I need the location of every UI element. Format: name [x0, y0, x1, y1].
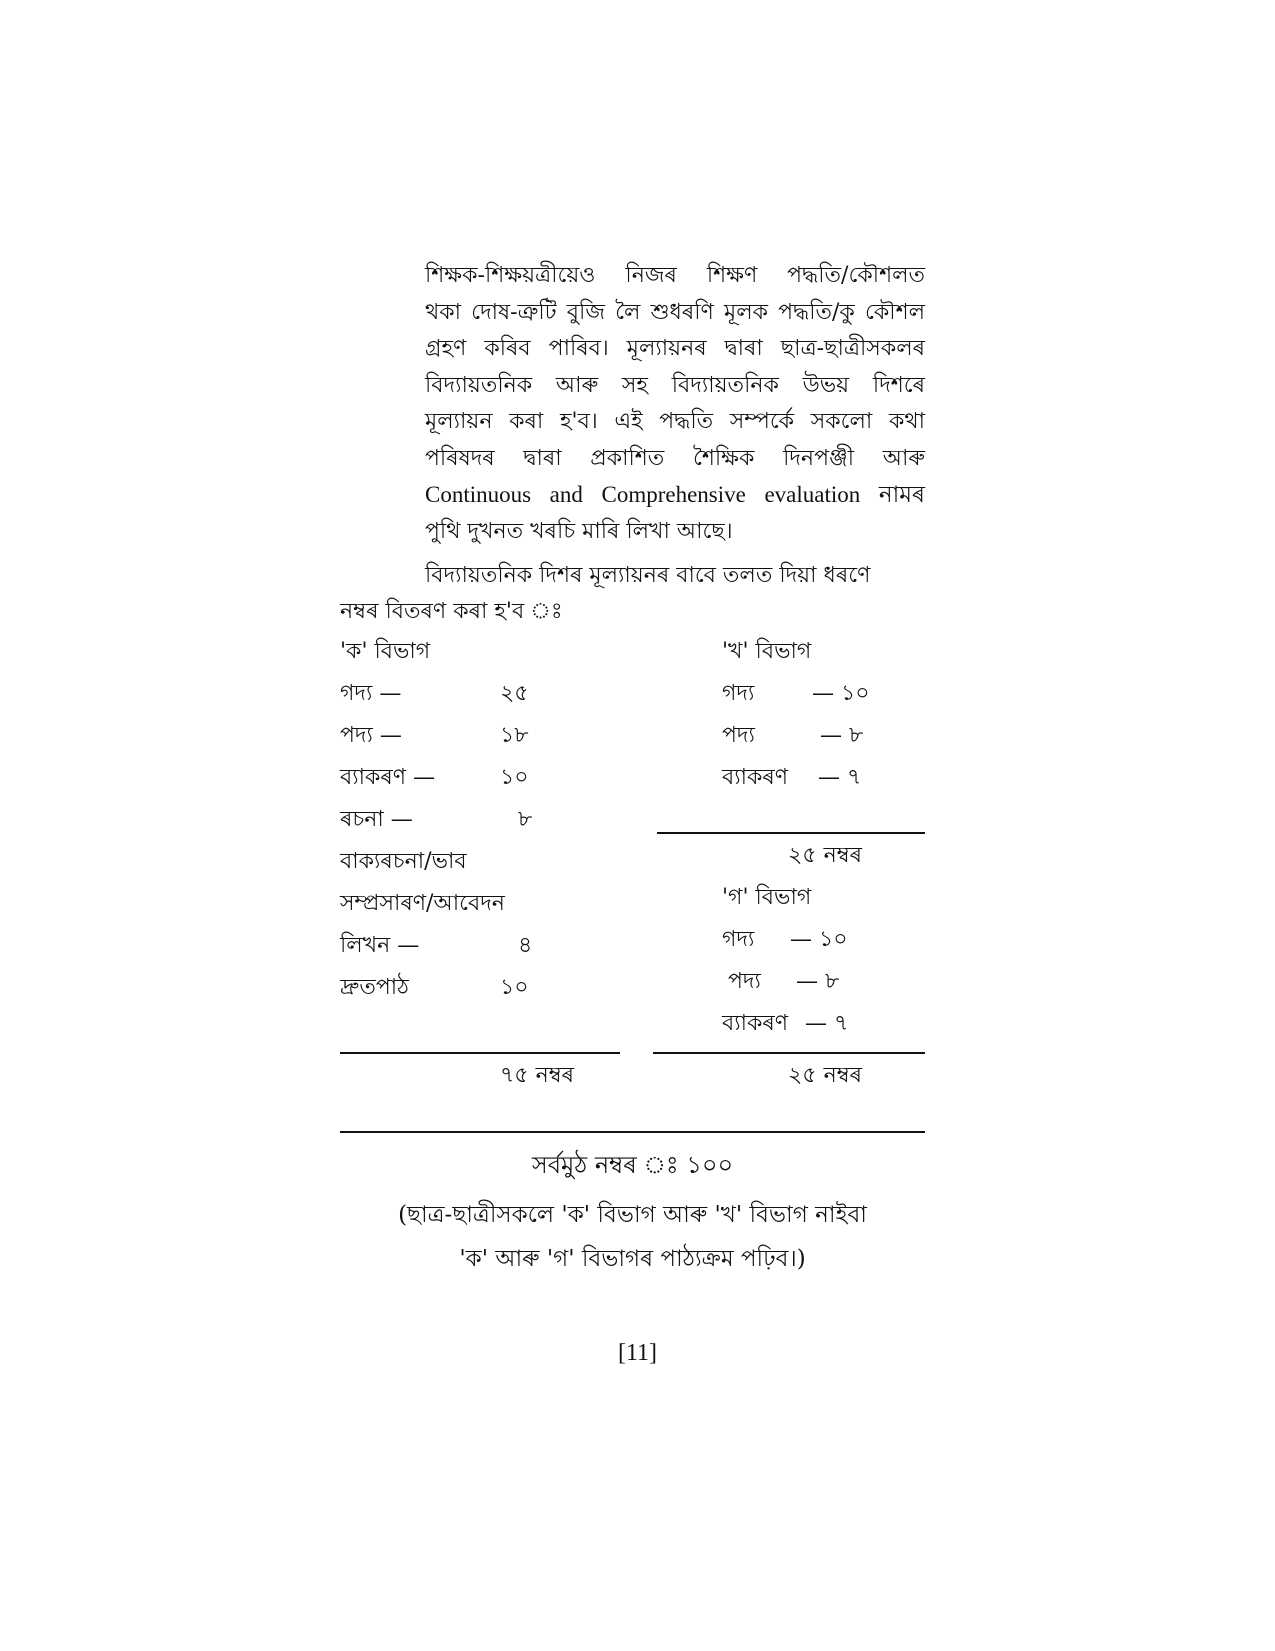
intro-line: শিক্ষক-শিক্ষয়ত্ৰীয়েও নিজৰ শিক্ষণ পদ্ধতি/কৌশলত — [425, 263, 925, 288]
grand-total-rule — [340, 1131, 925, 1133]
distribution-paragraph — [340, 558, 925, 630]
intro-line: বিদ্যায়তনিক আৰু সহ বিদ্যায়তনিক উভয় দিশৰে — [425, 372, 925, 398]
section-ka-heading: 'ক' বিভাগ — [340, 639, 431, 664]
page-number: [11] — [617, 1340, 658, 1366]
intro-line: গ্ৰহণ কৰিব পাৰিব। মূল্যায়নৰ দ্বাৰা ছাত্ৰ-ছাত্ৰীসকলৰ — [425, 336, 925, 361]
section-ga-label: পদ্য — [728, 969, 761, 994]
section-ga-heading: 'গ' বিভাগ — [722, 885, 812, 910]
section-ka-label: পদ্য — — [340, 723, 402, 748]
section-ga-marks: — ৮ — [796, 969, 840, 994]
section-ka-label: ব্যাকৰণ — — [340, 765, 436, 790]
intro-line: থকা দোষ-ত্ৰুটি বুজি লৈ শুধৰণি মূলক পদ্ধতি/কু কৌশল — [425, 299, 925, 325]
section-kha-label: গদ্য — [722, 681, 755, 706]
section-ka-total-rule — [340, 1052, 620, 1054]
section-ga-total-rule — [653, 1052, 925, 1054]
intro-line: পুথি দুখনত খৰচি মাৰি লিখা আছে। — [425, 518, 733, 544]
section-kha-total-rule — [657, 832, 925, 834]
section-ka-marks: ১০ — [500, 765, 529, 790]
grand-total: সৰ্বমুঠ নম্বৰ ঃ ১০০ — [531, 1151, 734, 1179]
section-ka-marks: ৪ — [518, 933, 533, 958]
section-ka-label: সম্প্ৰসাৰণ/আবেদন — [340, 891, 505, 916]
section-ga-marks: — ৭ — [805, 1011, 849, 1036]
section-kha-heading: 'খ' বিভাগ — [722, 639, 812, 664]
note-line-2: 'ক' আৰু 'গ' বিভাগৰ পাঠ্যক্ৰম পঢ়িব।) — [459, 1246, 806, 1272]
section-ka-marks: ৮ — [518, 807, 533, 832]
section-kha-total: ২৫ নম্বৰ — [788, 843, 863, 868]
section-kha-marks: — ১০ — [812, 681, 870, 706]
section-kha-label: পদ্য — [722, 723, 755, 748]
intro-paragraph — [425, 258, 925, 550]
intro-line: মূল্যায়ন কৰা হ'ব। এই পদ্ধতি সম্পৰ্কে সকলো কথা — [425, 409, 925, 434]
section-ga-marks: — ১০ — [790, 927, 848, 952]
section-ga-total: ২৫ নম্বৰ — [788, 1063, 863, 1088]
section-ka-marks: ২৫ — [500, 681, 529, 706]
section-ka-label: গদ্য — — [340, 681, 402, 706]
section-ka-marks: ১০ — [500, 975, 529, 1000]
section-ga-label: ব্যাকৰণ — [722, 1011, 789, 1036]
distribution-line-2: নম্বৰ বিতৰণ কৰা হ'ব ঃ — [340, 599, 563, 624]
section-ka-label: বাক্যৰচনা/ভাব — [340, 849, 467, 874]
section-ka-marks: ১৮ — [500, 723, 529, 748]
intro-line: Continuous and Comprehensive evaluation নামৰ — [425, 482, 925, 507]
section-ka-label: দ্ৰুতপাঠ — [340, 975, 409, 1000]
section-kha-marks: — ৭ — [818, 765, 862, 790]
section-ka-label: লিখন — — [340, 933, 420, 958]
section-kha-label: ব্যাকৰণ — [722, 765, 789, 790]
section-kha-marks: — ৮ — [820, 723, 864, 748]
section-ka-total: ৭৫ নম্বৰ — [500, 1063, 575, 1088]
distribution-line-1: বিদ্যায়তনিক দিশৰ মূল্যায়নৰ বাবে তলত দিয়া ধৰণে — [425, 563, 871, 588]
intro-line: পৰিষদৰ দ্বাৰা প্ৰকাশিত শৈক্ষিক দিনপঞ্জী আৰু — [425, 445, 925, 471]
section-ga-label: গদ্য — [722, 927, 755, 952]
section-ka-label: ৰচনা — — [340, 807, 413, 832]
note-line-1: (ছাত্ৰ-ছাত্ৰীসকলে 'ক' বিভাগ আৰু 'খ' বিভাগ নাইবা — [398, 1202, 867, 1228]
